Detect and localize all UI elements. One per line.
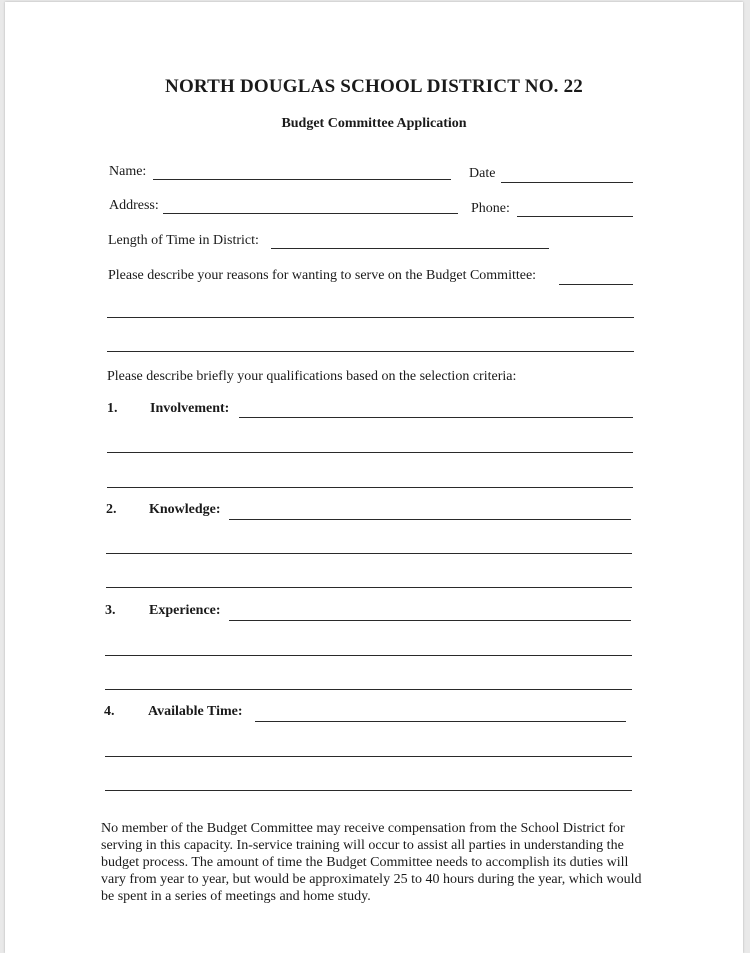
involvement-field-line-1[interactable] — [239, 417, 633, 418]
reasons-field-line-1[interactable] — [559, 284, 633, 285]
criterion-1-number: 1. — [107, 401, 118, 416]
compensation-note: No member of the Budget Committee may receive compensation from the School District for serving in this capacity. In-service training will occur to assist all parties in understanding the budget process. The amount of time the Budget Committee needs to accomplish its duties will vary from year to year, but would be approximately 25 to 40 hours during the year, which would be spent in a series of meetings and home study. — [101, 821, 642, 904]
experience-field-line-1[interactable] — [229, 620, 631, 621]
knowledge-field-line-1[interactable] — [229, 519, 631, 520]
criterion-4-label: Available Time: — [148, 704, 243, 719]
document-page — [5, 2, 743, 953]
length-of-time-label: Length of Time in District: — [108, 233, 259, 248]
length-of-time-field-line[interactable] — [271, 248, 549, 249]
address-label: Address: — [109, 198, 159, 213]
qualifications-prompt: Please describe briefly your qualifications based on the selection criteria: — [107, 369, 517, 384]
form-subtitle: Budget Committee Application — [281, 116, 467, 131]
reasons-field-line-3[interactable] — [107, 351, 634, 352]
name-field-line[interactable] — [153, 179, 451, 180]
available-time-field-line-2[interactable] — [105, 756, 632, 757]
involvement-field-line-3[interactable] — [107, 487, 633, 488]
available-time-field-line-3[interactable] — [105, 790, 632, 791]
reasons-prompt: Please describe your reasons for wanting to serve on the Budget Committee: — [108, 268, 537, 283]
available-time-field-line-1[interactable] — [255, 721, 626, 722]
date-label: Date — [469, 166, 496, 181]
experience-field-line-2[interactable] — [105, 655, 632, 656]
address-field-line[interactable] — [163, 213, 458, 214]
criterion-2-label: Knowledge: — [149, 502, 221, 517]
criterion-3-label: Experience: — [149, 603, 221, 618]
phone-field-line[interactable] — [517, 216, 633, 217]
knowledge-field-line-3[interactable] — [106, 587, 632, 588]
district-title: NORTH DOUGLAS SCHOOL DISTRICT NO. 22 — [165, 76, 583, 97]
reasons-field-line-2[interactable] — [107, 317, 634, 318]
criterion-3-number: 3. — [105, 603, 116, 618]
phone-label: Phone: — [471, 201, 510, 216]
involvement-field-line-2[interactable] — [107, 452, 633, 453]
name-label: Name: — [109, 164, 147, 179]
criterion-2-number: 2. — [106, 502, 117, 517]
criterion-4-number: 4. — [104, 704, 115, 719]
knowledge-field-line-2[interactable] — [106, 553, 632, 554]
experience-field-line-3[interactable] — [105, 689, 632, 690]
date-field-line[interactable] — [501, 182, 633, 183]
criterion-1-label: Involvement: — [150, 401, 230, 416]
